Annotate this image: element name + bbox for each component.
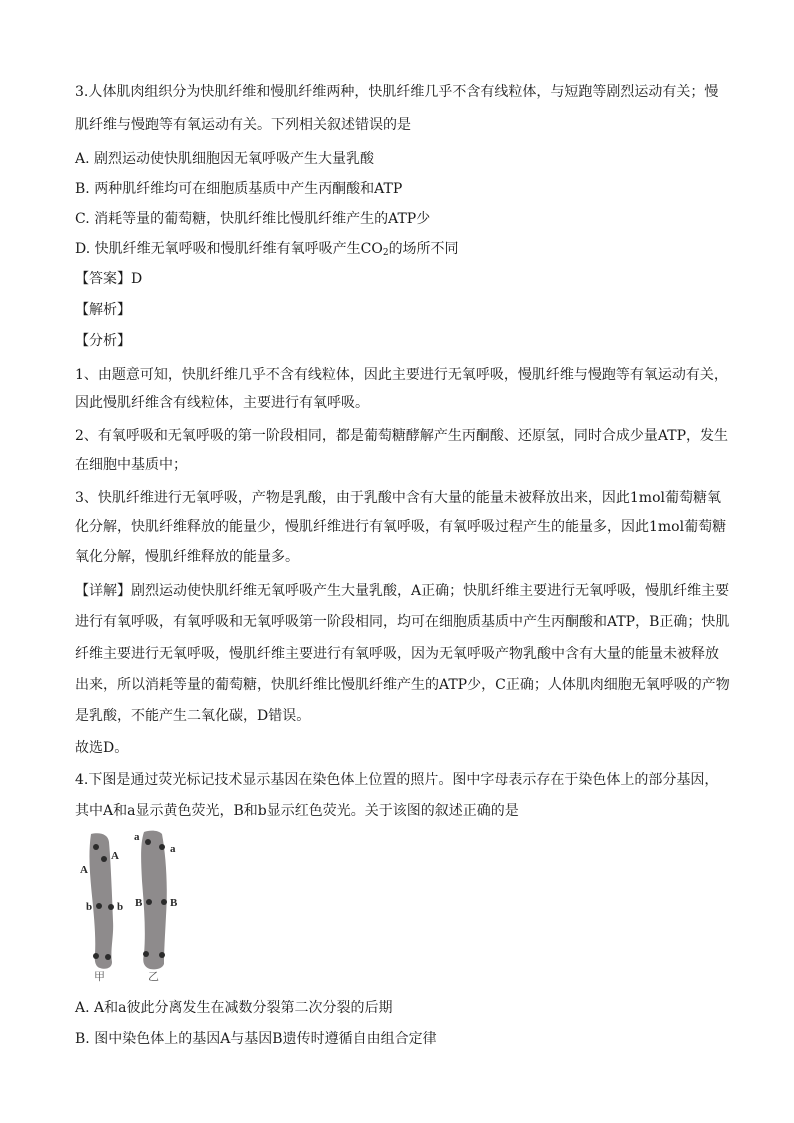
gene-label-A-right: A [111, 850, 119, 862]
fluorescent-dot [105, 954, 111, 960]
fluorescent-dot [159, 844, 165, 850]
q3-option-d-tail: 的场所不同 [388, 241, 459, 257]
fluorescent-dot [161, 899, 167, 905]
q3-option-d-subscript: 2 [382, 248, 389, 258]
q3-option-d [75, 240, 735, 258]
chromosome-fluorescence-figure [78, 826, 190, 984]
q3-point2-line2: 在细胞中基质中； [75, 457, 187, 473]
fluorescent-dot [108, 904, 114, 910]
fluorescent-dot [159, 952, 165, 958]
q3-point3-line2: 化分解，快肌纤维释放的能量少，慢肌纤维进行有氧呼吸，有氧呼吸过程产生的能量多，因此1mol葡萄糖 [75, 519, 727, 535]
gene-label-B-right: B [170, 897, 178, 909]
q3-stem-line1: 3.人体肌肉组织分为快肌纤维和慢肌纤维两种，快肌纤维几乎不含有线粒体，与短跑等剧烈运动有关；慢 [75, 84, 719, 100]
q4-option-a: A. A和a彼此分离发生在减数分裂第二次分裂的后期 [75, 1000, 393, 1016]
chromosome-jia [89, 833, 113, 968]
q3-answer: 【答案】D [75, 271, 143, 287]
q3-analysis-heading: 【解析】 [75, 302, 131, 318]
q3-point2-line1: 2、有氧呼吸和无氧呼吸的第一阶段相同，都是葡萄糖酵解产生丙酮酸、还原氢，同时合成少量ATP，发生 [75, 428, 729, 444]
fluorescent-dot [96, 903, 102, 909]
gene-label-a-left: a [134, 831, 140, 843]
q3-option-a: A. 剧烈运动使快肌细胞因无氧呼吸产生大量乳酸 [75, 151, 375, 167]
q3-option-b: B. 两种肌纤维均可在细胞质基质中产生丙酮酸和ATP [75, 181, 403, 197]
q3-point1-line2: 因此慢肌纤维含有线粒体，主要进行有氧呼吸。 [75, 395, 369, 411]
gene-label-A-left: A [80, 864, 88, 876]
q3-detail-line5: 是乳酸，不能产生二氧化碳，D错误。 [75, 708, 311, 724]
fluorescent-dot [146, 899, 152, 905]
q3-detail-line1: 【详解】剧烈运动使快肌纤维无氧呼吸产生大量乳酸，A正确；快肌纤维主要进行无氧呼吸，慢肌纤维主要 [75, 583, 730, 599]
q3-point3-line3: 氧化分解，慢肌纤维释放的能量多。 [75, 549, 299, 565]
q3-fenxi-heading: 【分析】 [75, 333, 131, 349]
q3-stem-line2: 肌纤维与慢跑等有氧运动有关。下列相关叙述错误的是 [75, 117, 411, 133]
q3-option-d-text: D. 快肌纤维无氧呼吸和慢肌纤维有氧呼吸产生CO [75, 241, 383, 257]
q3-point1-line1: 1、由题意可知，快肌纤维几乎不含有线粒体，因此主要进行无氧呼吸，慢肌纤维与慢跑等有氧运动有关， [75, 367, 728, 383]
fluorescent-dot [101, 856, 107, 862]
fluorescent-dot [143, 951, 149, 957]
caption-jia: 甲 [94, 971, 105, 983]
q3-detail-line2: 进行有氧呼吸，有氧呼吸和无氧呼吸第一阶段相同，均可在细胞质基质中产生丙酮酸和ATP，B正确；快肌 [75, 614, 730, 630]
q4-stem-line2: 其中A和a显示黄色荧光，B和b显示红色荧光。关于该图的叙述正确的是 [75, 803, 519, 819]
q4-option-b: B. 图中染色体上的基因A与基因B遗传时遵循自由组合定律 [75, 1031, 437, 1047]
gene-label-B-left: B [135, 897, 143, 909]
gene-label-b-right: b [117, 901, 124, 913]
q3-point3-line1: 3、快肌纤维进行无氧呼吸，产物是乳酸，由于乳酸中含有大量的能量未被释放出来，因此1mol葡萄糖氧 [75, 490, 721, 506]
caption-yi: 乙 [148, 971, 159, 983]
fluorescent-dot [145, 839, 151, 845]
q3-option-c: C. 消耗等量的葡萄糖，快肌纤维比慢肌纤维产生的ATP少 [75, 211, 431, 227]
q3-detail-line4: 出来，所以消耗等量的葡萄糖，快肌纤维比慢肌纤维产生的ATP少，C正确；人体肌肉细胞无氧呼吸的产物 [75, 677, 730, 693]
q4-stem-line1: 4.下图是通过荧光标记技术显示基因在染色体上位置的照片。图中字母表示存在于染色体上的部分基因， [75, 772, 719, 788]
gene-label-b-left: b [86, 901, 93, 913]
chromosome-figure-svg [78, 826, 190, 984]
q3-detail-line3: 纤维主要进行无氧呼吸，慢肌纤维主要进行有氧呼吸，因为无氧呼吸产物乳酸中含有大量的能量未被释放 [75, 646, 719, 662]
fluorescent-dot [93, 953, 99, 959]
q3-conclusion: 故选D。 [75, 740, 129, 756]
fluorescent-dot [93, 844, 99, 850]
gene-label-a-right: a [170, 843, 176, 855]
